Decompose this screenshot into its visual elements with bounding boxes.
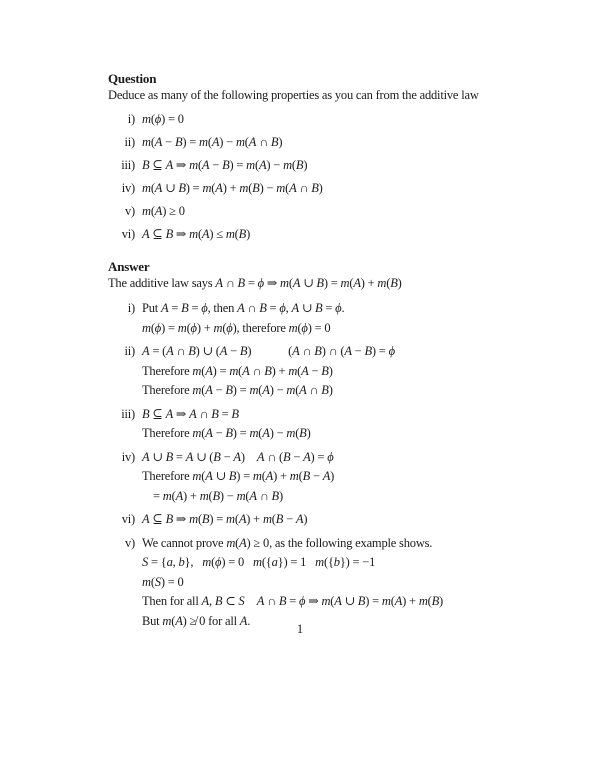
question-item-6 [108,226,530,243]
answer-item-4 [108,448,530,507]
math-line: m(A) ≥ 0 [142,204,185,218]
answer-section [108,258,530,631]
question-item-4 [108,180,530,197]
answer-item-6 [108,534,530,632]
math-line: m(A − B) = m(A) − m(A ∩ B) [142,135,283,149]
math-line: A = (A ∩ B) ∪ (A − B) (A ∩ B) ∩ (A − B) = ϕ [142,344,395,358]
item-label: ii) [124,344,135,358]
question-intro: Deduce as many of the following properties as you can from the additive law [108,88,479,102]
item-label: vi) [121,512,135,526]
question-item-3 [108,157,530,174]
answer-item-2 [108,342,530,401]
question-item-2 [108,134,530,151]
answer-item-5 [108,510,530,530]
math-line: But m(A) ≱ 0 for all A. [142,613,251,628]
math-line: Therefore m(A − B) = m(A) − m(B) [142,426,311,440]
item-label: iii) [121,406,135,421]
math-line: We cannot prove m(A) ≥ 0, as the following example shows. [142,535,433,550]
answer-item-1 [108,299,530,338]
math-line: S = {a, b}, m(ϕ) = 0 m({a}) = 1 m({b}) = −1 [142,555,376,569]
math-line: B ⊆ A ⇒ A ∩ B = B [142,406,239,421]
item-label: vi) [121,227,135,241]
math-line: m(A ∪ B) = m(A) + m(B) − m(A ∩ B) [142,181,323,195]
math-line: A ∪ B = A ∪ (B − A) A ∩ (B − A) = ϕ [142,449,334,464]
answer-intro: The additive law says A ∩ B = ϕ ⇒ m(A ∪ B) = m(A) + m(B) [108,276,402,290]
item-label: v) [124,204,135,218]
answer-item-3 [108,405,530,444]
math-line: m(ϕ) = 0 [142,112,184,126]
item-label: iv) [121,181,135,195]
item-label: v) [124,535,135,550]
item-label: i) [127,301,135,315]
answer-heading: Answer [108,259,150,274]
math-line: Therefore m(A − B) = m(A) − m(A ∩ B) [142,383,333,397]
math-line: B ⊆ A ⇒ m(A − B) = m(A) − m(B) [142,158,308,172]
item-label: iv) [121,449,135,464]
math-line: = m(A) + m(B) − m(A ∩ B) [153,488,283,503]
math-line: Therefore m(A) = m(A ∩ B) + m(A − B) [142,363,333,378]
question-list [108,111,530,243]
question-heading: Question [108,71,157,86]
item-label: i) [127,112,135,126]
page-number: 1 [296,622,304,636]
math-line: A ⊆ B ⇒ m(B) = m(A) + m(B − A) [142,512,308,526]
question-item-1 [108,111,530,128]
math-line: Therefore m(A ∪ B) = m(A) + m(B − A) [142,469,335,483]
answer-list [108,299,530,631]
math-line: Then for all A, B ⊂ S A ∩ B = ϕ ⇒ m(A ∪ B) = m(A) + m(B) [142,594,444,608]
item-label: iii) [121,158,135,172]
math-line: A ⊆ B ⇒ m(A) ≤ m(B) [142,227,251,241]
question-item-5 [108,203,530,220]
math-line: m(S) = 0 [142,574,184,589]
item-label: ii) [124,135,135,149]
math-line: Put A = B = ϕ, then A ∩ B = ϕ, A ∪ B = ϕ. [142,301,345,315]
math-line: m(ϕ) = m(ϕ) + m(ϕ), therefore m(ϕ) = 0 [142,320,331,335]
